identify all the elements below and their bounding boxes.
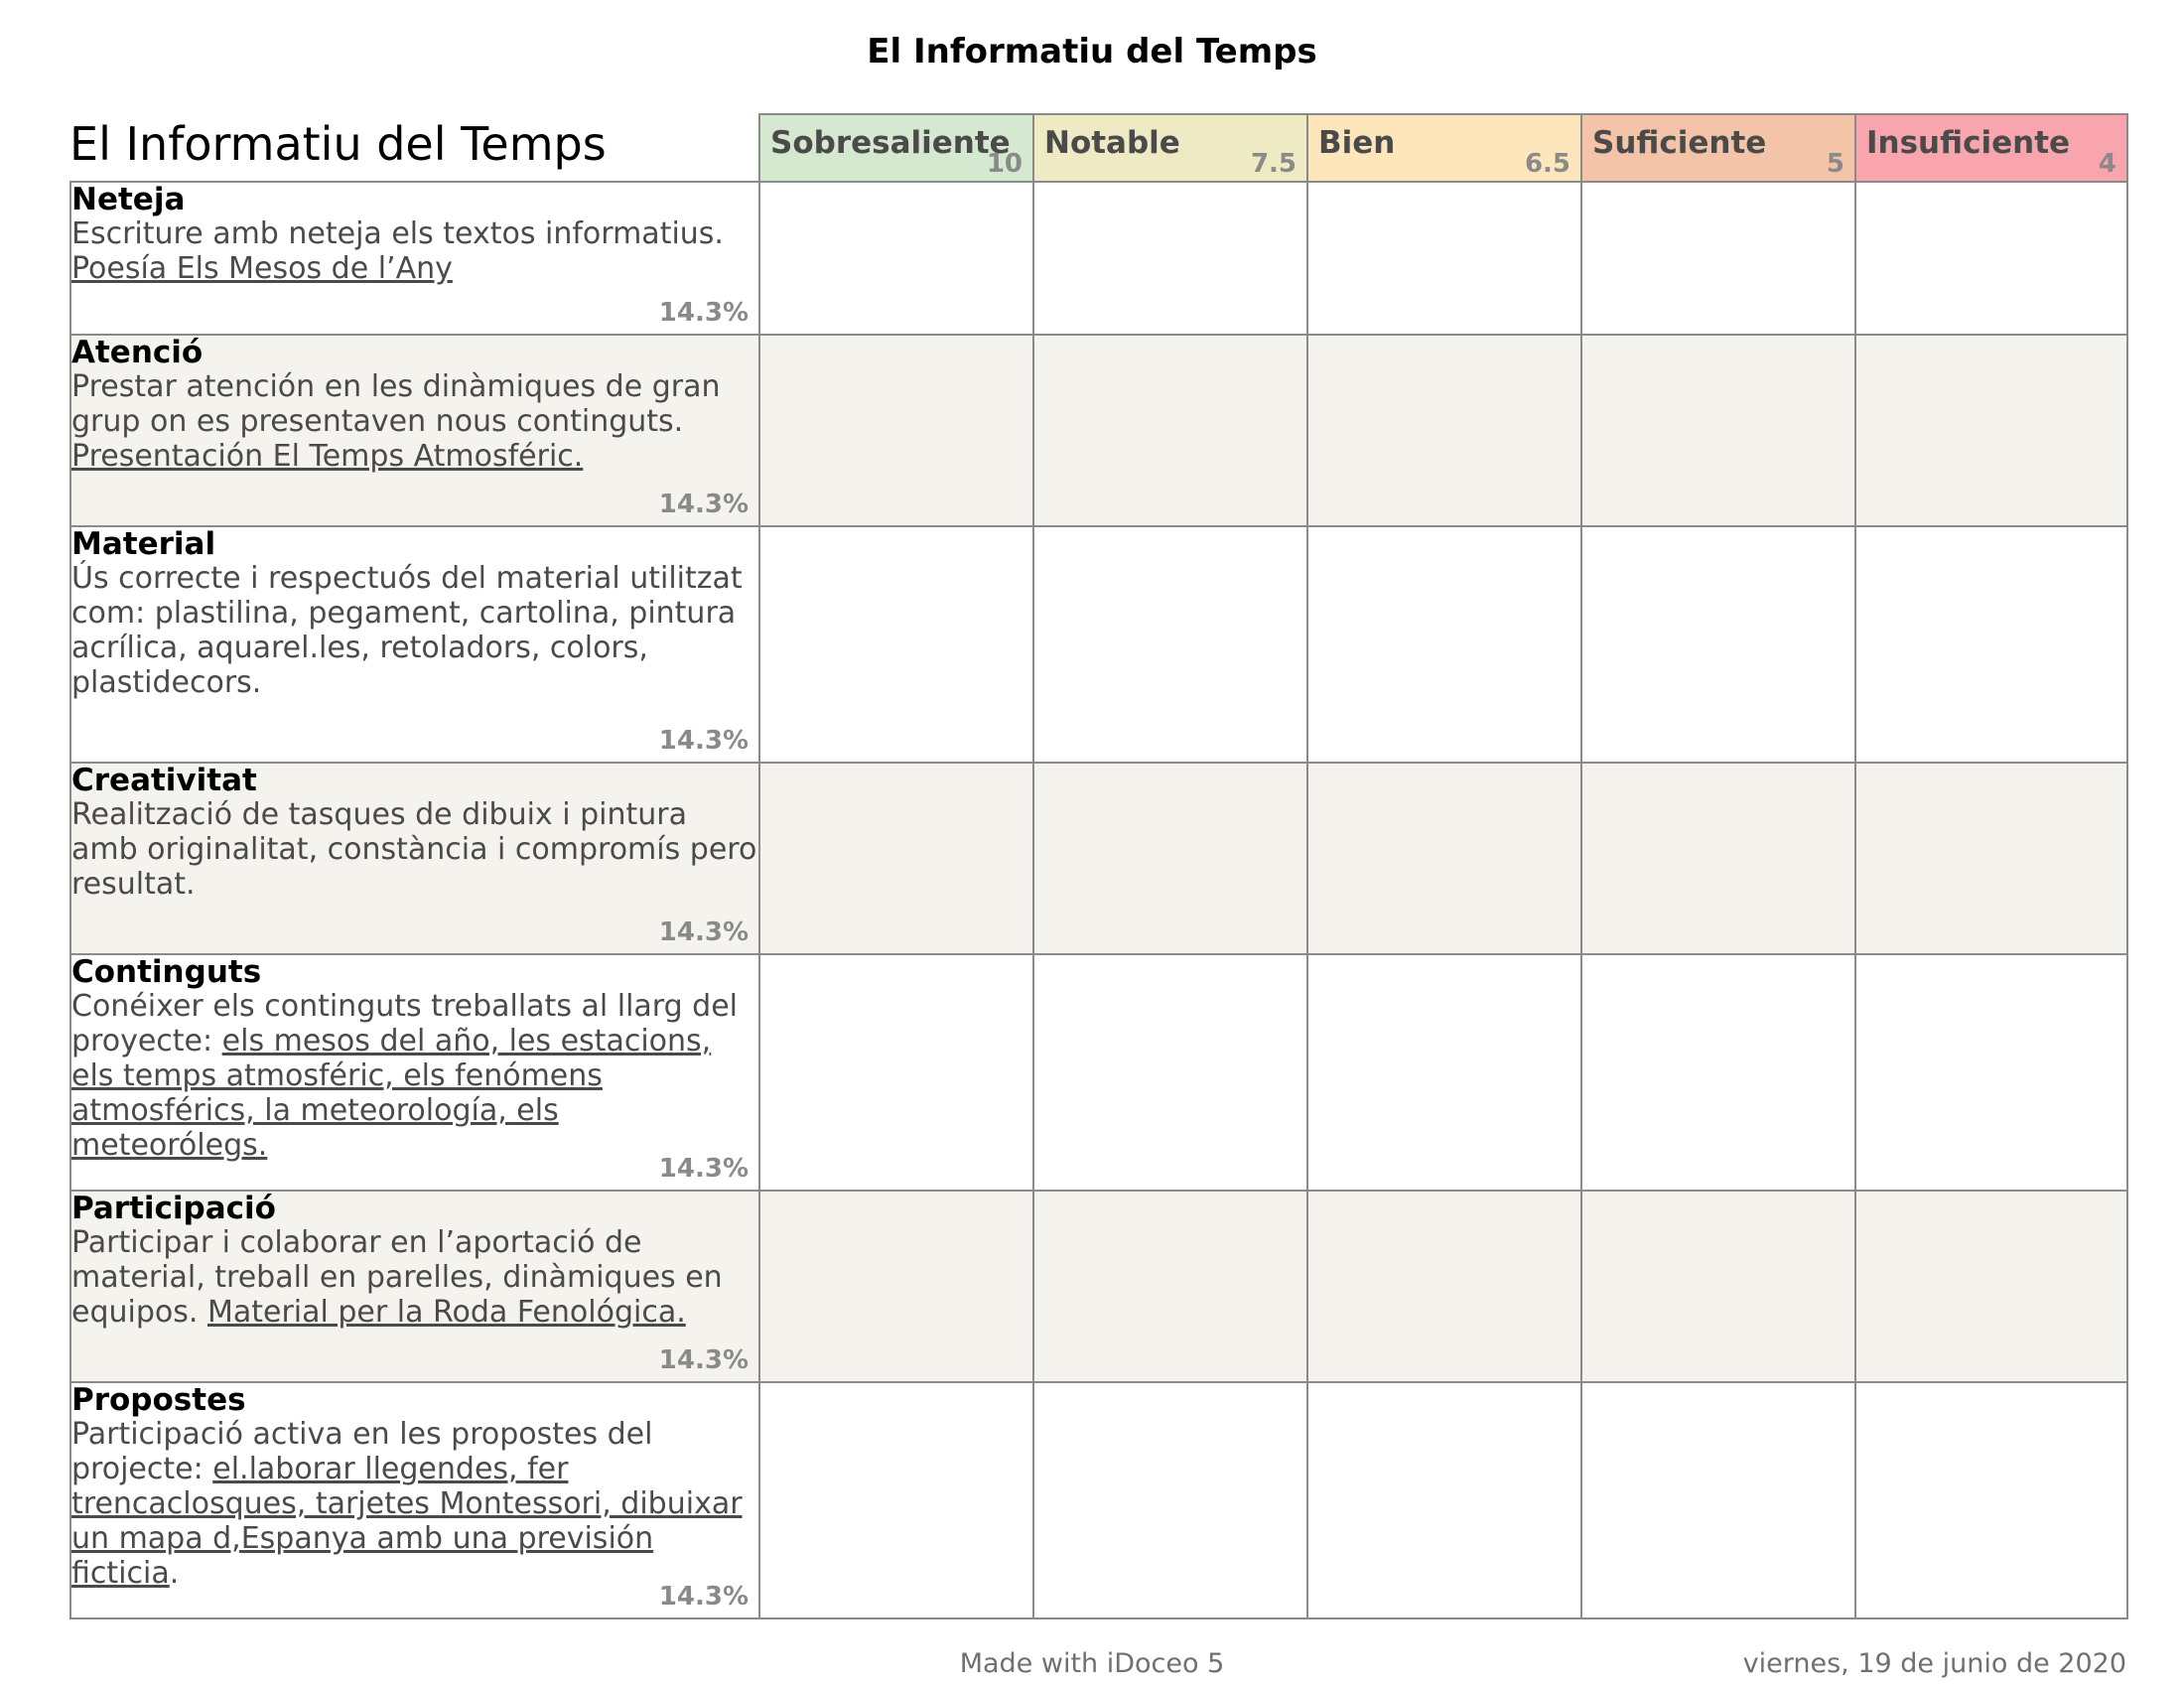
criterion-desc-link[interactable]: el.laborar llegendes, fer trencaclosques, tarjetes Montessori, dibuixar un mapa d,Espanya amb una previsión ficticia [71,1452,743,1591]
criterion-description [71,989,758,1163]
grade-cell[interactable] [1855,526,2127,763]
grade-cell[interactable] [1581,335,1855,526]
level-score: 7.5 [1250,149,1297,179]
grade-cell[interactable] [1855,763,2127,954]
criterion-row-propostes [70,1382,2127,1618]
criterion-row-neteja [70,182,2127,335]
grade-cell[interactable] [1581,1382,1855,1618]
criterion-desc-text: Participació activa en les propostes del projecte: [71,1417,653,1486]
page-title: El Informatiu del Temps [867,32,1317,71]
rubric-table [69,113,2128,1619]
grade-cell[interactable] [1307,954,1581,1191]
criterion-desc-tail: . [169,1556,180,1591]
criterion-desc-link[interactable]: Presentación El Temps Atmosféric. [71,439,584,474]
grade-cell[interactable] [1033,526,1307,763]
grade-cell[interactable] [759,182,1033,335]
level-score: 5 [1826,149,1844,179]
criterion-cell [70,763,759,954]
criterion-description [71,1225,758,1330]
level-name: Insuficiente [1866,125,2071,161]
grade-cell[interactable] [1855,954,2127,1191]
criterion-weight: 14.3% [658,1345,749,1375]
level-name: Notable [1044,125,1180,161]
grade-cell[interactable] [1581,526,1855,763]
level-score: 10 [986,149,1023,179]
criterion-weight: 14.3% [658,726,749,756]
criterion-desc-text: Realització de tasques de dibuix i pintura amb originalitat, constància i compromís pero resultat. [71,797,757,902]
criterion-desc-text: Participar i colaborar en l’aportació de material, treball en parelles, dinàmiques en equipos. [71,1225,723,1330]
criterion-weight: 14.3% [658,917,749,947]
criterion-row-participacio [70,1191,2127,1382]
made-with-label: Made with iDoceo 5 [959,1648,1225,1679]
level-header-suficiente [1581,114,1855,182]
criterion-row-material [70,526,2127,763]
criterion-cell [70,1382,759,1618]
level-header-insuficiente [1855,114,2127,182]
criterion-name: Neteja [71,182,186,217]
criterion-name: Continguts [71,954,262,990]
grade-cell[interactable] [1033,1382,1307,1618]
grade-cell[interactable] [759,1382,1033,1618]
grade-cell[interactable] [1581,1191,1855,1382]
grade-cell[interactable] [759,526,1033,763]
criterion-desc-text: Prestar atención en les dinàmiques de gran grup on es presentaven nous continguts. [71,369,721,439]
criterion-weight: 14.3% [658,1582,749,1612]
criterion-desc-link[interactable]: Material per la Roda Fenológica. [206,1295,686,1330]
criterion-cell [70,1191,759,1382]
grade-cell[interactable] [759,763,1033,954]
rubric-title: El Informatiu del Temps [69,117,607,171]
grade-cell[interactable] [1033,335,1307,526]
criterion-row-atencio [70,335,2127,526]
level-score: 4 [2098,149,2116,179]
criterion-desc-link[interactable]: els mesos del año, les estacions, els temps atmosféric, els fenómens atmosférics, la meteorología, els meteorólegs. [71,1024,712,1163]
footer-date: viernes, 19 de junio de 2020 [1742,1648,2126,1679]
grade-cell[interactable] [1307,182,1581,335]
criterion-name: Creativitat [71,763,257,798]
grade-cell[interactable] [1033,763,1307,954]
criterion-row-continguts [70,954,2127,1191]
criterion-description [71,369,758,474]
level-score: 6.5 [1524,149,1570,179]
grade-cell[interactable] [1307,1382,1581,1618]
grade-cell[interactable] [1855,1191,2127,1382]
criterion-cell [70,335,759,526]
criterion-description [71,1417,758,1591]
criterion-description [71,561,758,700]
grade-cell[interactable] [759,335,1033,526]
criterion-desc-text: Escriture amb neteja els textos informatius. [71,216,724,251]
grade-cell[interactable] [1307,335,1581,526]
level-header-notable [1033,114,1307,182]
grade-cell[interactable] [1855,182,2127,335]
grade-cell[interactable] [1581,763,1855,954]
criterion-cell [70,954,759,1191]
criterion-name: Propostes [71,1382,246,1418]
level-header-bien [1307,114,1581,182]
criterion-weight: 14.3% [658,1154,749,1184]
grade-cell[interactable] [1855,1382,2127,1618]
grade-cell[interactable] [1033,1191,1307,1382]
level-name: Sobresaliente [770,125,1011,161]
grade-cell[interactable] [1307,526,1581,763]
grade-cell[interactable] [759,954,1033,1191]
criterion-cell [70,526,759,763]
criterion-weight: 14.3% [658,298,749,328]
grade-cell[interactable] [1307,1191,1581,1382]
grade-cell[interactable] [1855,335,2127,526]
criterion-desc-link[interactable]: Poesía Els Mesos de l’Any [71,251,453,286]
criterion-name: Atenció [71,335,204,370]
grade-cell[interactable] [1307,763,1581,954]
criterion-description [71,797,758,902]
level-header-sobresaliente [759,114,1033,182]
grade-cell[interactable] [759,1191,1033,1382]
criterion-desc-text: Ús correcte i respectuós del material utilitzat com: plastilina, pegament, cartolina, pintura acrílica, aquarel.les, retoladors, colors, plastidecors. [71,561,743,700]
grade-cell[interactable] [1033,182,1307,335]
grade-cell[interactable] [1581,954,1855,1191]
criterion-weight: 14.3% [658,490,749,519]
level-name: Bien [1318,125,1396,161]
criterion-desc-text: Conéixer els continguts treballats al llarg del proyecte: [71,989,739,1058]
criterion-name: Material [71,526,216,562]
criterion-cell [70,182,759,335]
criterion-row-creativitat [70,763,2127,954]
grade-cell[interactable] [1581,182,1855,335]
criterion-description [71,216,758,286]
grade-cell[interactable] [1033,954,1307,1191]
criterion-name: Participació [71,1191,276,1226]
level-name: Suficiente [1592,125,1767,161]
